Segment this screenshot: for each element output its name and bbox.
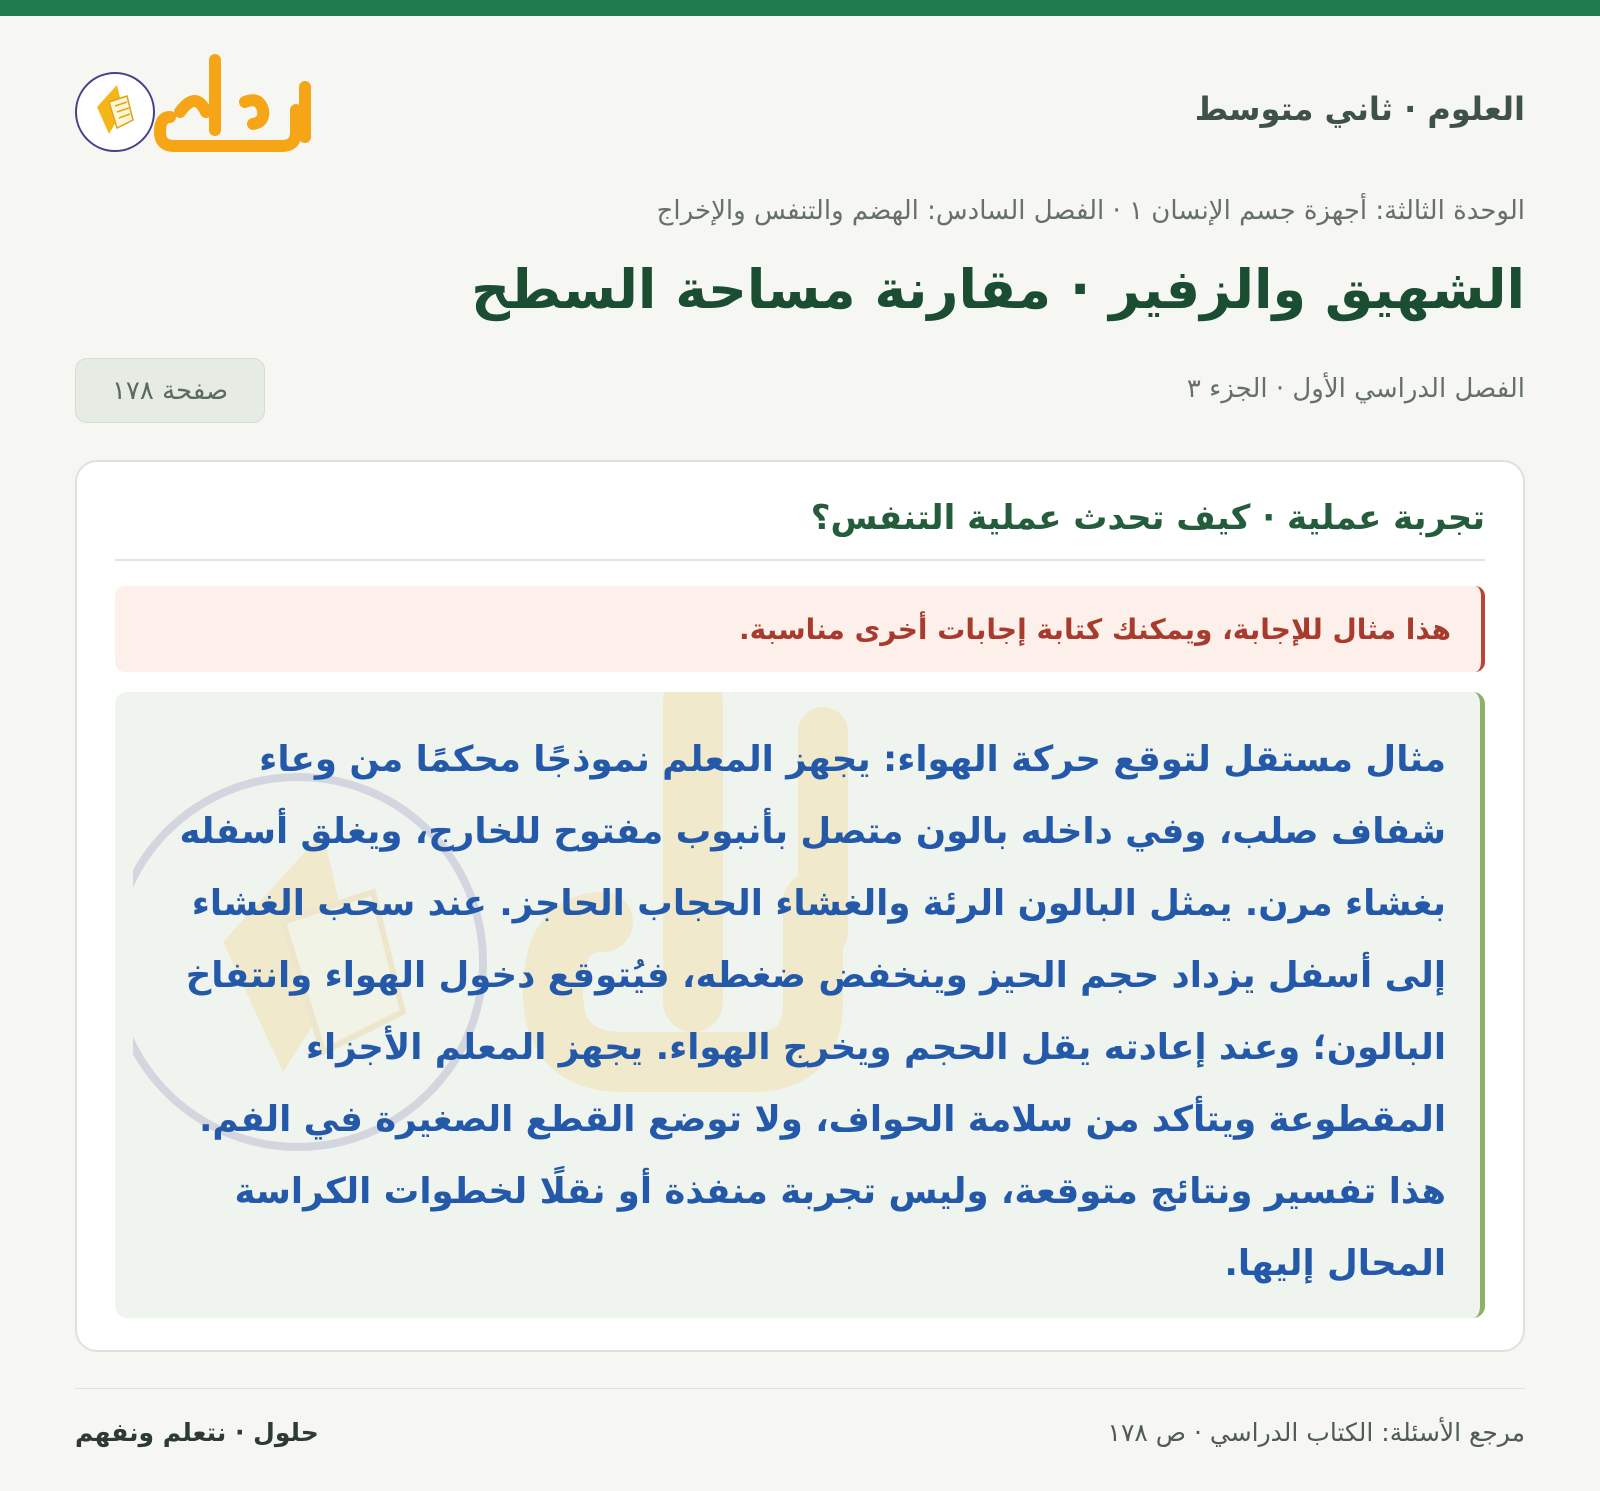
card-title: تجربة عملية · كيف تحدث عملية التنفس؟: [810, 498, 1485, 538]
page-title: الشهيق والزفير · مقارنة مساحة السطح: [471, 258, 1525, 321]
breadcrumb[interactable]: الوحدة الثالثة: أجهزة جسم الإنسان ١ · الفصل السادس: الهضم والتنفس والإخراج: [656, 196, 1525, 226]
answer-box: [115, 692, 1485, 1318]
footer-brand[interactable]: حلول · نتعلم ونفهم: [75, 1418, 319, 1447]
question-card: [75, 460, 1525, 1352]
site-logo[interactable]: [75, 52, 335, 162]
answer-note: [115, 586, 1485, 672]
page-number-badge: صفحة ١٧٨: [75, 358, 265, 423]
logo-text: حلول: [75, 52, 78, 53]
answer-text: مثال مستقل لتوقع حركة الهواء: يجهز المعلم نموذجًا محكمًا من وعاء شفاف صلب، وفي داخله بالون متصل بأنبوب مفتوح للخارج، ويغلق أسفله بغشاء مرن. يمثل البالون الرئة والغشاء الحجاب الحاجز. عند سحب الغشاء إلى أسفل يزداد حجم الحيز وينخفض ضغطه، فيُتوقع دخول الهواء وانتفاخ البالون؛ وعند إعادته يقل الحجم ويخرج الهواء. يجهز المعلم الأجزاء المقطوعة ويتأكد من سلامة الحواف، ولا توضع القطع الصغيرة في الفم. هذا تفسير ونتائج متوقعة، وليس تجربة منفذة أو نقلًا لخطوات الكراسة المحال إليها.: [179, 739, 1446, 1284]
footer-reference: مرجع الأسئلة: الكتاب الدراسي · ص ١٧٨: [1107, 1418, 1525, 1447]
note-text: هذا مثال للإجابة، ويمكنك كتابة إجابات أخرى مناسبة.: [739, 612, 1451, 646]
divider: [115, 559, 1485, 561]
semester-info: الفصل الدراسي الأول · الجزء ٣: [1186, 374, 1525, 404]
logo-icon: [75, 52, 335, 162]
page-container: [75, 0, 1525, 1491]
subject-title: العلوم · ثاني متوسط: [1194, 90, 1525, 128]
footer-divider: [75, 1388, 1525, 1389]
header: [75, 52, 1525, 162]
